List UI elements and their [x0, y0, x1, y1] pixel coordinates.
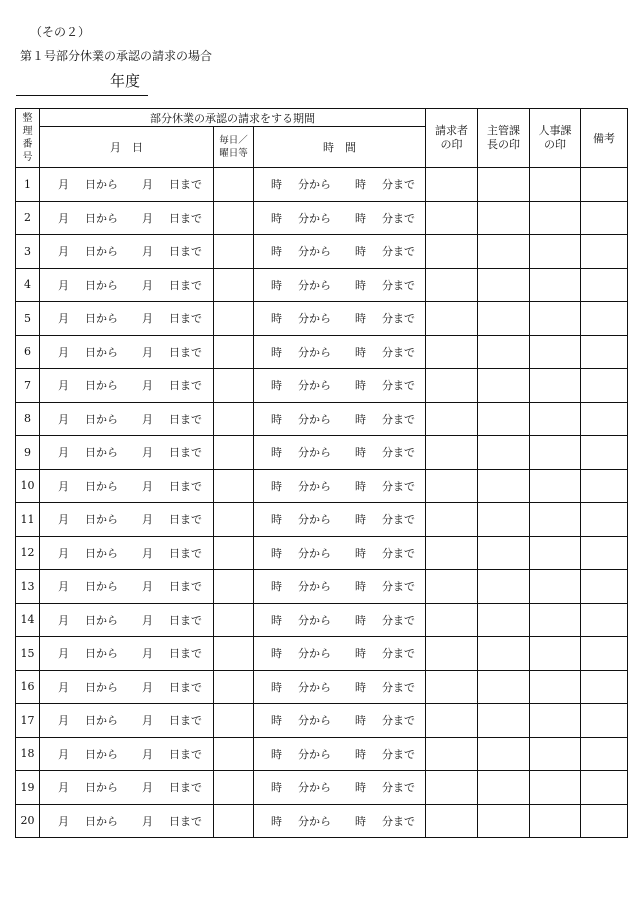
table-row [16, 302, 628, 336]
time-range-cell[interactable]: 時 分から 時 分まで [254, 704, 426, 738]
manager-seal-cell[interactable] [478, 201, 530, 235]
manager-seal-cell[interactable] [478, 235, 530, 269]
remarks-cell[interactable] [581, 201, 628, 235]
hr-seal-cell[interactable] [530, 201, 581, 235]
hr-seal-cell[interactable] [530, 469, 581, 503]
year-input-line[interactable] [16, 95, 148, 96]
manager-seal-cell[interactable] [478, 469, 530, 503]
requester-seal-cell[interactable] [426, 536, 478, 570]
row-number: 2 [16, 201, 40, 235]
time-range-cell[interactable]: 時 分から 時 分まで [254, 168, 426, 202]
hr-seal-cell[interactable] [530, 302, 581, 336]
manager-seal-cell[interactable] [478, 536, 530, 570]
date-range-cell[interactable]: 月 日から 月 日まで [40, 804, 214, 838]
date-range-cell[interactable]: 月 日から 月 日まで [40, 268, 214, 302]
requester-seal-cell[interactable] [426, 402, 478, 436]
daily-weekday-cell[interactable] [214, 302, 254, 336]
date-range-cell[interactable]: 月 日から 月 日まで [40, 436, 214, 470]
request-table [15, 108, 628, 838]
date-range-cell[interactable]: 月 日から 月 日まで [40, 670, 214, 704]
remarks-cell[interactable] [581, 168, 628, 202]
time-range-cell[interactable]: 時 分から 時 分まで [254, 469, 426, 503]
remarks-cell[interactable] [581, 704, 628, 738]
form-subtitle: （その２） [30, 25, 91, 39]
table-row [16, 670, 628, 704]
manager-seal-cell[interactable] [478, 335, 530, 369]
daily-weekday-cell[interactable] [214, 603, 254, 637]
hr-seal-cell[interactable] [530, 268, 581, 302]
time-range-cell[interactable]: 時 分から 時 分まで [254, 737, 426, 771]
time-range-cell[interactable]: 時 分から 時 分まで [254, 637, 426, 671]
header-time: 時 間 [254, 127, 426, 168]
daily-weekday-cell[interactable] [214, 469, 254, 503]
hr-seal-cell[interactable] [530, 603, 581, 637]
date-range-cell[interactable]: 月 日から 月 日まで [40, 402, 214, 436]
row-number: 20 [16, 804, 40, 838]
remarks-cell[interactable] [581, 235, 628, 269]
hr-seal-cell[interactable] [530, 704, 581, 738]
requester-seal-cell[interactable] [426, 369, 478, 403]
manager-seal-cell[interactable] [478, 302, 530, 336]
hr-seal-cell[interactable] [530, 436, 581, 470]
remarks-cell[interactable] [581, 771, 628, 805]
requester-seal-cell[interactable] [426, 302, 478, 336]
row-number: 11 [16, 503, 40, 537]
table-row [16, 369, 628, 403]
manager-seal-cell[interactable] [478, 804, 530, 838]
row-number: 3 [16, 235, 40, 269]
requester-seal-cell[interactable] [426, 268, 478, 302]
hr-seal-cell[interactable] [530, 536, 581, 570]
requester-seal-cell[interactable] [426, 503, 478, 537]
row-number: 9 [16, 436, 40, 470]
date-range-cell[interactable]: 月 日から 月 日まで [40, 603, 214, 637]
requester-seal-cell[interactable] [426, 771, 478, 805]
table-row [16, 603, 628, 637]
table-row [16, 536, 628, 570]
row-number: 12 [16, 536, 40, 570]
header-month-day: 月 日 [40, 127, 214, 168]
time-range-cell[interactable]: 時 分から 時 分まで [254, 603, 426, 637]
date-range-cell[interactable]: 月 日から 月 日まで [40, 469, 214, 503]
time-range-cell[interactable]: 時 分から 時 分まで [254, 235, 426, 269]
time-range-cell[interactable]: 時 分から 時 分まで [254, 570, 426, 604]
time-range-cell[interactable]: 時 分から 時 分まで [254, 335, 426, 369]
hr-seal-cell[interactable] [530, 804, 581, 838]
table-row [16, 737, 628, 771]
time-range-cell[interactable]: 時 分から 時 分まで [254, 201, 426, 235]
manager-seal-cell[interactable] [478, 704, 530, 738]
form-heading: 第１号部分休業の承認の請求の場合 [20, 49, 213, 63]
manager-seal-cell[interactable] [478, 570, 530, 604]
date-range-cell[interactable]: 月 日から 月 日まで [40, 570, 214, 604]
daily-weekday-cell[interactable] [214, 436, 254, 470]
header-period: 部分休業の承認の請求をする期間 [40, 109, 426, 127]
header-seiri-bango: 整 理 番 号 [16, 109, 40, 168]
time-range-cell[interactable]: 時 分から 時 分まで [254, 402, 426, 436]
manager-seal-cell[interactable] [478, 268, 530, 302]
remarks-cell[interactable] [581, 503, 628, 537]
requester-seal-cell[interactable] [426, 603, 478, 637]
daily-weekday-cell[interactable] [214, 637, 254, 671]
row-number: 1 [16, 168, 40, 202]
remarks-cell[interactable] [581, 335, 628, 369]
date-range-cell[interactable]: 月 日から 月 日まで [40, 302, 214, 336]
hr-seal-cell[interactable] [530, 737, 581, 771]
date-range-cell[interactable]: 月 日から 月 日まで [40, 369, 214, 403]
date-range-cell[interactable]: 月 日から 月 日まで [40, 335, 214, 369]
year-label: 年度 [110, 72, 141, 90]
daily-weekday-cell[interactable] [214, 570, 254, 604]
hr-seal-cell[interactable] [530, 637, 581, 671]
time-range-cell[interactable]: 時 分から 時 分まで [254, 369, 426, 403]
header-hr-seal: 人事課 の印 [530, 109, 581, 168]
manager-seal-cell[interactable] [478, 402, 530, 436]
header-requester-seal: 請求者 の印 [426, 109, 478, 168]
hr-seal-cell[interactable] [530, 335, 581, 369]
daily-weekday-cell[interactable] [214, 771, 254, 805]
date-range-cell[interactable]: 月 日から 月 日まで [40, 637, 214, 671]
daily-weekday-cell[interactable] [214, 168, 254, 202]
daily-weekday-cell[interactable] [214, 704, 254, 738]
remarks-cell[interactable] [581, 369, 628, 403]
table-row [16, 268, 628, 302]
row-number: 16 [16, 670, 40, 704]
requester-seal-cell[interactable] [426, 737, 478, 771]
row-number: 7 [16, 369, 40, 403]
remarks-cell[interactable] [581, 436, 628, 470]
requester-seal-cell[interactable] [426, 570, 478, 604]
table-row [16, 335, 628, 369]
time-range-cell[interactable]: 時 分から 時 分まで [254, 436, 426, 470]
remarks-cell[interactable] [581, 804, 628, 838]
date-range-cell[interactable]: 月 日から 月 日まで [40, 201, 214, 235]
hr-seal-cell[interactable] [530, 168, 581, 202]
row-number: 14 [16, 603, 40, 637]
requester-seal-cell[interactable] [426, 335, 478, 369]
requester-seal-cell[interactable] [426, 670, 478, 704]
daily-weekday-cell[interactable] [214, 235, 254, 269]
date-range-cell[interactable]: 月 日から 月 日まで [40, 536, 214, 570]
time-range-cell[interactable]: 時 分から 時 分まで [254, 503, 426, 537]
manager-seal-cell[interactable] [478, 369, 530, 403]
hr-seal-cell[interactable] [530, 771, 581, 805]
table-row [16, 704, 628, 738]
header-remarks: 備考 [581, 109, 628, 168]
daily-weekday-cell[interactable] [214, 402, 254, 436]
table-row [16, 503, 628, 537]
row-number: 8 [16, 402, 40, 436]
hr-seal-cell[interactable] [530, 369, 581, 403]
daily-weekday-cell[interactable] [214, 737, 254, 771]
manager-seal-cell[interactable] [478, 771, 530, 805]
daily-weekday-cell[interactable] [214, 268, 254, 302]
row-number: 4 [16, 268, 40, 302]
daily-weekday-cell[interactable] [214, 369, 254, 403]
requester-seal-cell[interactable] [426, 436, 478, 470]
table-row [16, 804, 628, 838]
header-manager-seal: 主管課 長の印 [478, 109, 530, 168]
hr-seal-cell[interactable] [530, 503, 581, 537]
time-range-cell[interactable]: 時 分から 時 分まで [254, 771, 426, 805]
remarks-cell[interactable] [581, 268, 628, 302]
row-number: 17 [16, 704, 40, 738]
requester-seal-cell[interactable] [426, 704, 478, 738]
date-range-cell[interactable]: 月 日から 月 日まで [40, 704, 214, 738]
remarks-cell[interactable] [581, 603, 628, 637]
row-number: 6 [16, 335, 40, 369]
daily-weekday-cell[interactable] [214, 670, 254, 704]
remarks-cell[interactable] [581, 637, 628, 671]
table-row [16, 436, 628, 470]
remarks-cell[interactable] [581, 737, 628, 771]
header-daily-weekday: 毎日／ 曜日等 [214, 127, 254, 168]
date-range-cell[interactable]: 月 日から 月 日まで [40, 737, 214, 771]
manager-seal-cell[interactable] [478, 737, 530, 771]
daily-weekday-cell[interactable] [214, 503, 254, 537]
requester-seal-cell[interactable] [426, 637, 478, 671]
remarks-cell[interactable] [581, 402, 628, 436]
row-number: 13 [16, 570, 40, 604]
manager-seal-cell[interactable] [478, 168, 530, 202]
time-range-cell[interactable]: 時 分から 時 分まで [254, 268, 426, 302]
date-range-cell[interactable]: 月 日から 月 日まで [40, 771, 214, 805]
table-row [16, 235, 628, 269]
time-range-cell[interactable]: 時 分から 時 分まで [254, 804, 426, 838]
remarks-cell[interactable] [581, 469, 628, 503]
date-range-cell[interactable]: 月 日から 月 日まで [40, 168, 214, 202]
manager-seal-cell[interactable] [478, 637, 530, 671]
requester-seal-cell[interactable] [426, 235, 478, 269]
table-row [16, 637, 628, 671]
table-row [16, 469, 628, 503]
row-number: 15 [16, 637, 40, 671]
time-range-cell[interactable]: 時 分から 時 分まで [254, 670, 426, 704]
requester-seal-cell[interactable] [426, 804, 478, 838]
daily-weekday-cell[interactable] [214, 536, 254, 570]
remarks-cell[interactable] [581, 536, 628, 570]
requester-seal-cell[interactable] [426, 168, 478, 202]
row-number: 19 [16, 771, 40, 805]
table-row [16, 168, 628, 202]
date-range-cell[interactable]: 月 日から 月 日まで [40, 235, 214, 269]
time-range-cell[interactable]: 時 分から 時 分まで [254, 536, 426, 570]
time-range-cell[interactable]: 時 分から 時 分まで [254, 302, 426, 336]
daily-weekday-cell[interactable] [214, 335, 254, 369]
remarks-cell[interactable] [581, 570, 628, 604]
requester-seal-cell[interactable] [426, 201, 478, 235]
date-range-cell[interactable]: 月 日から 月 日まで [40, 503, 214, 537]
daily-weekday-cell[interactable] [214, 201, 254, 235]
manager-seal-cell[interactable] [478, 503, 530, 537]
hr-seal-cell[interactable] [530, 235, 581, 269]
remarks-cell[interactable] [581, 670, 628, 704]
row-number: 18 [16, 737, 40, 771]
manager-seal-cell[interactable] [478, 603, 530, 637]
table-row [16, 570, 628, 604]
requester-seal-cell[interactable] [426, 469, 478, 503]
hr-seal-cell[interactable] [530, 670, 581, 704]
table-row [16, 402, 628, 436]
remarks-cell[interactable] [581, 302, 628, 336]
hr-seal-cell[interactable] [530, 402, 581, 436]
hr-seal-cell[interactable] [530, 570, 581, 604]
row-number: 5 [16, 302, 40, 336]
manager-seal-cell[interactable] [478, 670, 530, 704]
table-row [16, 771, 628, 805]
table-row [16, 201, 628, 235]
manager-seal-cell[interactable] [478, 436, 530, 470]
daily-weekday-cell[interactable] [214, 804, 254, 838]
row-number: 10 [16, 469, 40, 503]
